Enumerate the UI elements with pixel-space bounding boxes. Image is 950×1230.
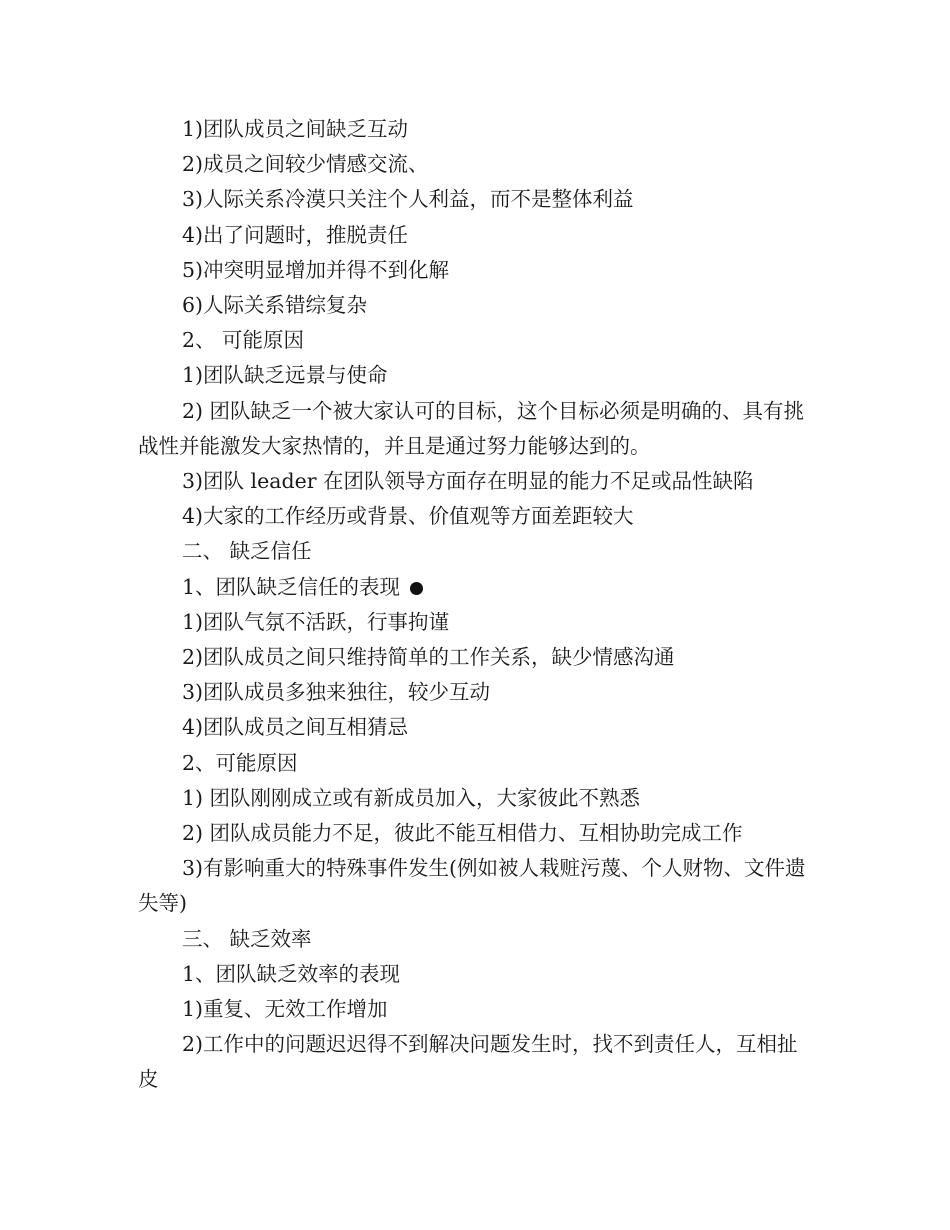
paragraph-13: 3)团队成员多独来独往，较少互动 <box>182 680 491 705</box>
paragraph-18: 1)重复、无效工作增加 <box>182 997 388 1022</box>
document-body <box>138 112 818 1098</box>
section-heading-lack-of-efficiency: 三、 缺乏效率 <box>182 926 312 951</box>
paragraph-17: 3)有影响重大的特殊事件发生(例如被人栽赃污蔑、个人财物、文件遗失等) <box>138 856 806 916</box>
paragraph-19: 2)工作中的问题迟迟得不到解决问题发生时，找不到责任人，互相扯皮 <box>138 1032 798 1092</box>
paragraph-11: 1)团队气氛不活跃，行事拘谨 <box>182 609 450 634</box>
subheading-trust-symptoms-text: 1、团队缺乏信任的表现 <box>182 574 401 599</box>
paragraph-12: 2)团队成员之间只维持简单的工作关系，缺少情感沟通 <box>182 645 675 670</box>
subheading-trust-symptoms <box>138 570 818 605</box>
subheading-possible-causes-2: 2、可能原因 <box>182 750 298 775</box>
paragraph-3: 3)人际关系冷漠只关注个人利益，而不是整体利益 <box>182 187 634 212</box>
paragraph-8: 2) 团队缺乏一个被大家认可的目标，这个目标必须是明确的、具有挑战性并能激发大家热情的，并且是通过努力能够达到的。 <box>138 398 805 458</box>
paragraph-14: 4)团队成员之间互相猜忌 <box>182 715 409 740</box>
paragraph-9: 3)团队 leader 在团队领导方面存在明显的能力不足或品性缺陷 <box>182 469 754 494</box>
subheading-efficiency-symptoms: 1、团队缺乏效率的表现 <box>182 961 401 986</box>
paragraph-16: 2) 团队成员能力不足，彼此不能互相借力、互相协助完成工作 <box>182 821 743 846</box>
paragraph-2: 2)成员之间较少情感交流、 <box>182 152 429 177</box>
paragraph-15: 1) 团队刚刚成立或有新成员加入，大家彼此不熟悉 <box>182 785 641 810</box>
section-heading-lack-of-trust: 二、 缺乏信任 <box>182 539 312 564</box>
paragraph-1: 1)团队成员之间缺乏互动 <box>182 117 409 141</box>
paragraph-10: 4)大家的工作经历或背景、价值观等方面差距较大 <box>182 504 634 529</box>
paragraph-7: 1)团队缺乏远景与使命 <box>182 363 388 388</box>
paragraph-6: 6)人际关系错综复杂 <box>182 293 368 318</box>
filled-circle-icon <box>410 582 423 595</box>
section-heading-possible-causes-1: 2、 可能原因 <box>182 328 305 353</box>
paragraph-4: 4)出了问题时，推脱责任 <box>182 222 409 247</box>
paragraph-5: 5)冲突明显增加并得不到化解 <box>182 257 450 282</box>
